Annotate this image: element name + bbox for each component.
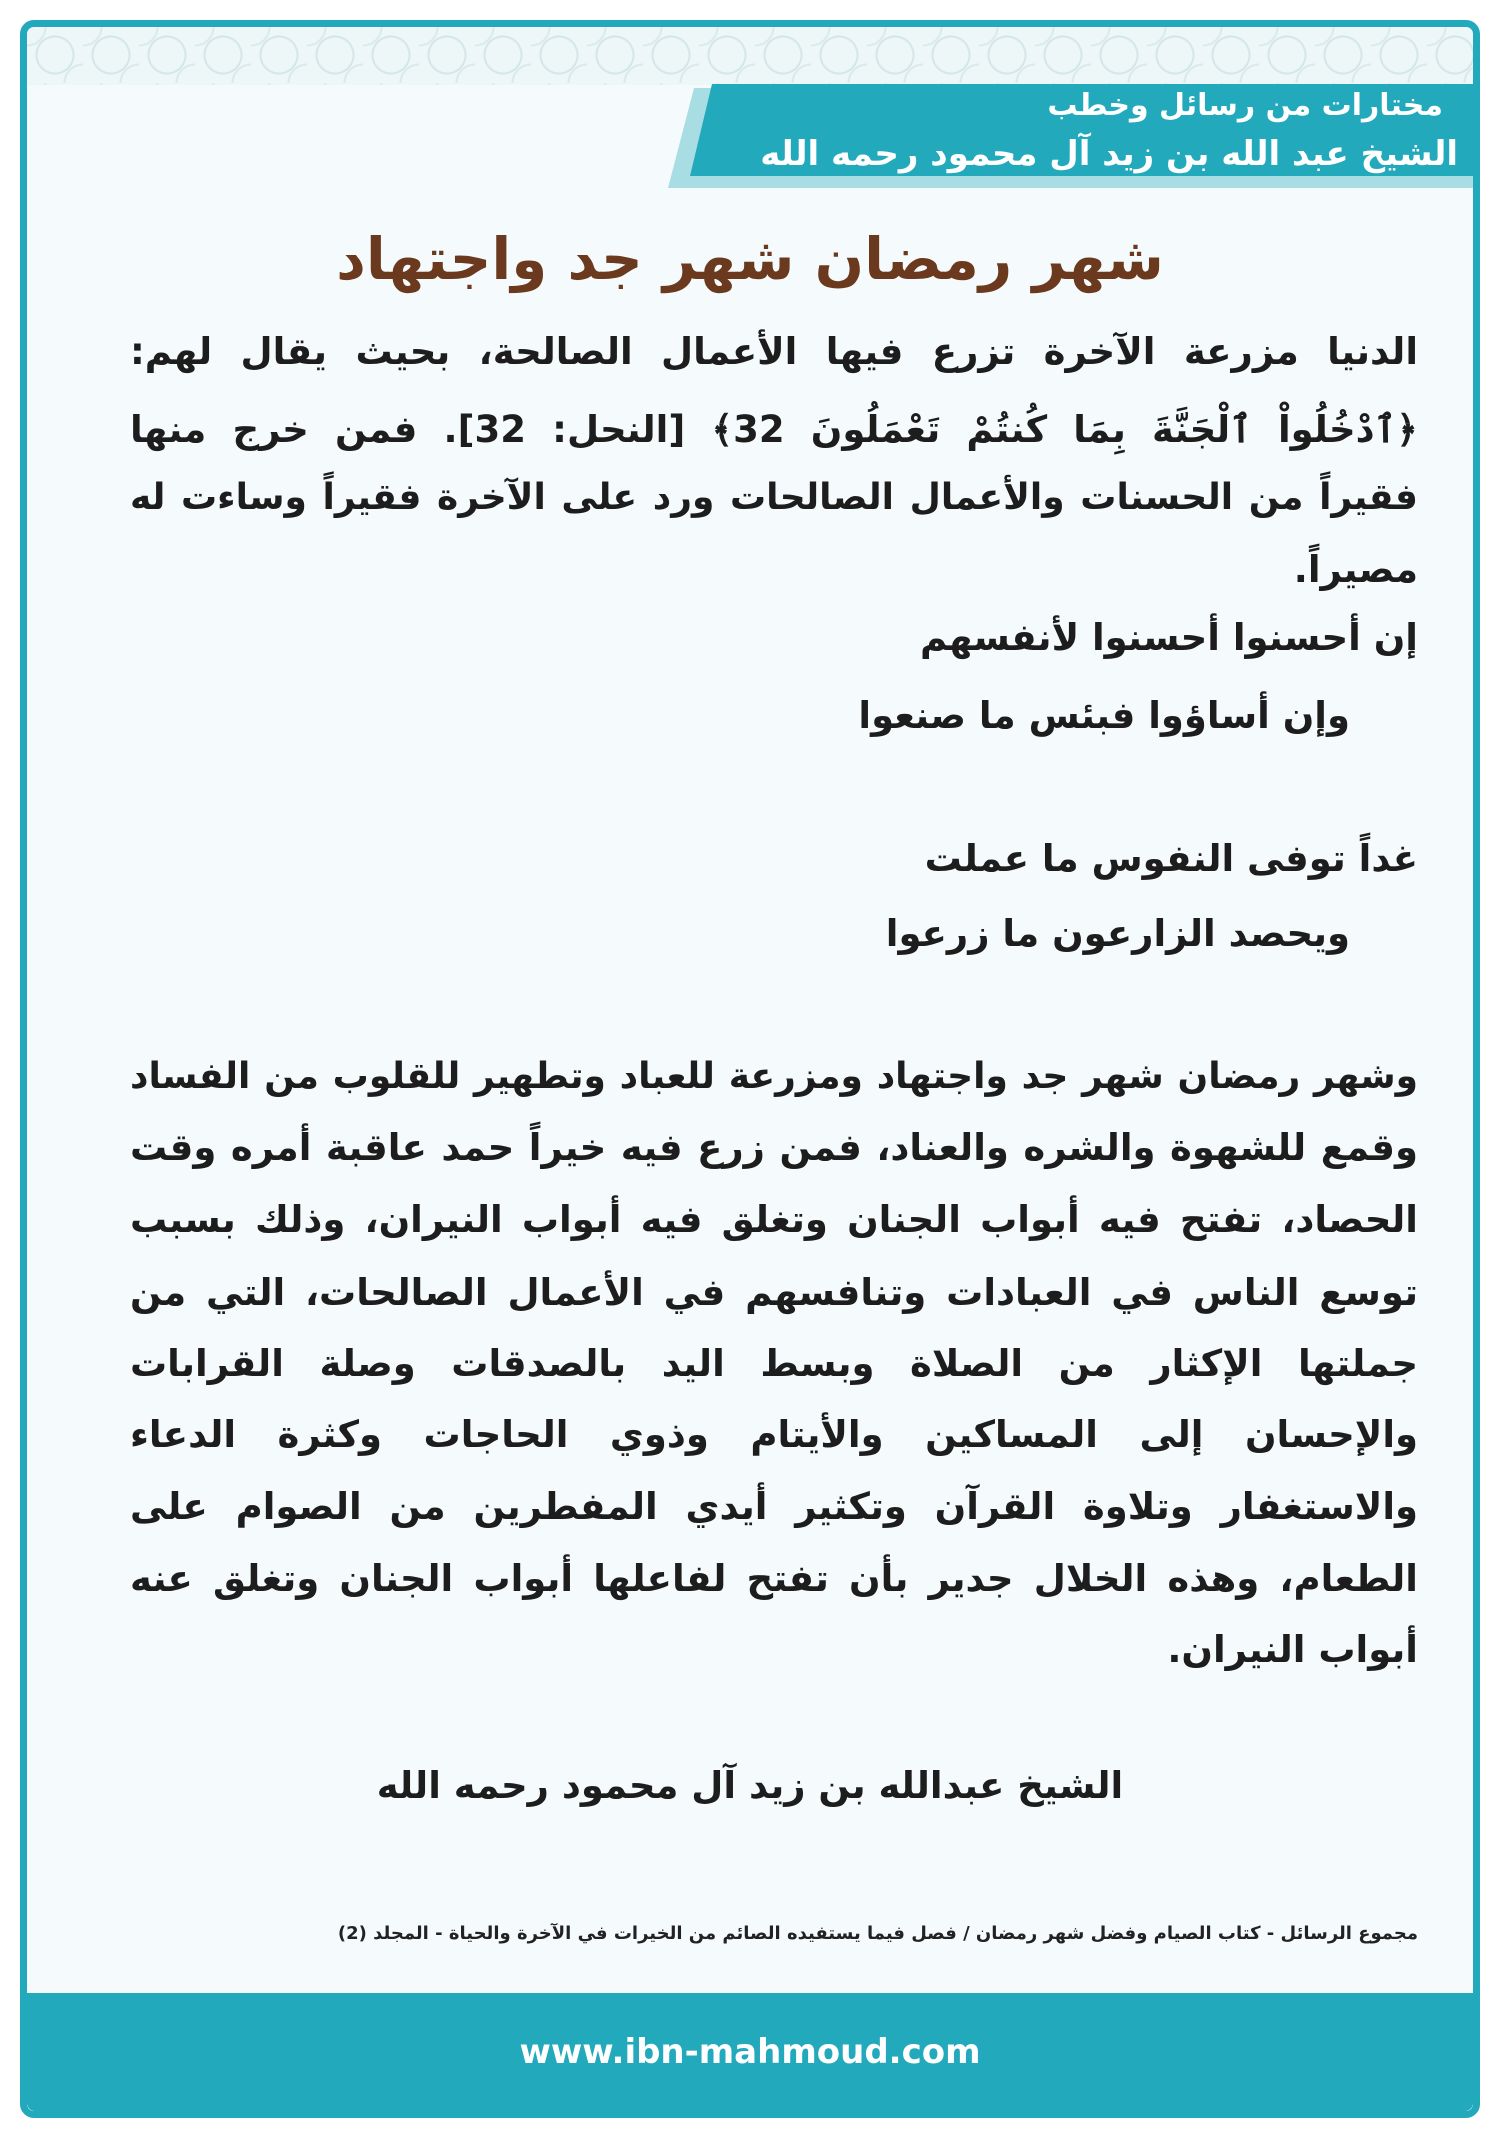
intro-line-quran-verse: ﴿ٱدْخُلُواْ ٱلْجَنَّةَ بِمَا كُنتُمْ تَعْمَلُونَ 32﴾ [النحل: 32]. فمن خرج منها: [130, 408, 1418, 451]
paragraph-line: والاستغفار وتلاوة القرآن وتكثير أيدي المفطرين من الصوام على: [130, 1485, 1418, 1528]
intro-line: مصيراً.: [1293, 548, 1418, 591]
page-title: شهر رمضان شهر جد واجتهاد: [336, 225, 1164, 293]
poem-verse: ويحصد الزارعون ما زرعوا: [885, 912, 1350, 955]
paragraph-line: وشهر رمضان شهر جد واجتهاد ومزرعة للعباد وتطهير للقلوب من الفساد: [130, 1056, 1418, 1097]
poem-verse: وإن أساؤوا فبئس ما صنعوا: [858, 694, 1350, 737]
header-author: الشيخ عبد الله بن زيد آل محمود رحمه الله: [760, 134, 1458, 174]
paragraph-line: الطعام، وهذه الخلال جدير بأن تفتح لفاعلها أبواب الجنان وتغلق عنه: [130, 1557, 1418, 1600]
paragraph-line: الحصاد، تفتح فيه أبواب الجنان وتغلق فيه أبواب النيران، وذلك بسبب: [130, 1198, 1418, 1241]
poem-verse: غداً توفى النفوس ما عملت: [924, 837, 1418, 880]
decorative-pattern: [27, 27, 1473, 85]
poem-verse: إن أحسنوا أحسنوا لأنفسهم: [919, 616, 1418, 659]
header-subtitle: مختارات من رسائل وخطب: [1047, 88, 1443, 123]
paragraph-line: جملتها الإكثار من الصلاة وبسط اليد بالصدقات وصلة القرابات: [130, 1342, 1418, 1385]
paragraph-line: وقمع للشهوة والشره والعناد، فمن زرع فيه خيراً حمد عاقبة أمره وقت: [130, 1126, 1418, 1169]
website-url: www.ibn-mahmoud.com: [519, 2032, 981, 2072]
author-signature: الشيخ عبدالله بن زيد آل محمود رحمه الله: [376, 1764, 1124, 1807]
intro-line: الدنيا مزرعة الآخرة تزرع فيها الأعمال الصالحة، بحيث يقال لهم:: [130, 330, 1418, 373]
paragraph-line: والإحسان إلى المساكين والأيتام وذوي الحاجات وكثرة الدعاء: [130, 1413, 1418, 1456]
intro-line: فقيراً من الحسنات والأعمال الصالحات ورد على الآخرة فقيراً وساءت له: [130, 477, 1418, 518]
paragraph-line: توسع الناس في العبادات وتنافسهم في الأعمال الصالحات، التي من: [130, 1271, 1418, 1314]
source-citation: مجموع الرسائل - كتاب الصيام وفضل شهر رمضان / فصل فيما يستفيده الصائم من الخيرات في الآخرة والحياة - المجلد (2): [337, 1923, 1418, 1944]
paragraph-line: أبواب النيران.: [1167, 1628, 1418, 1671]
